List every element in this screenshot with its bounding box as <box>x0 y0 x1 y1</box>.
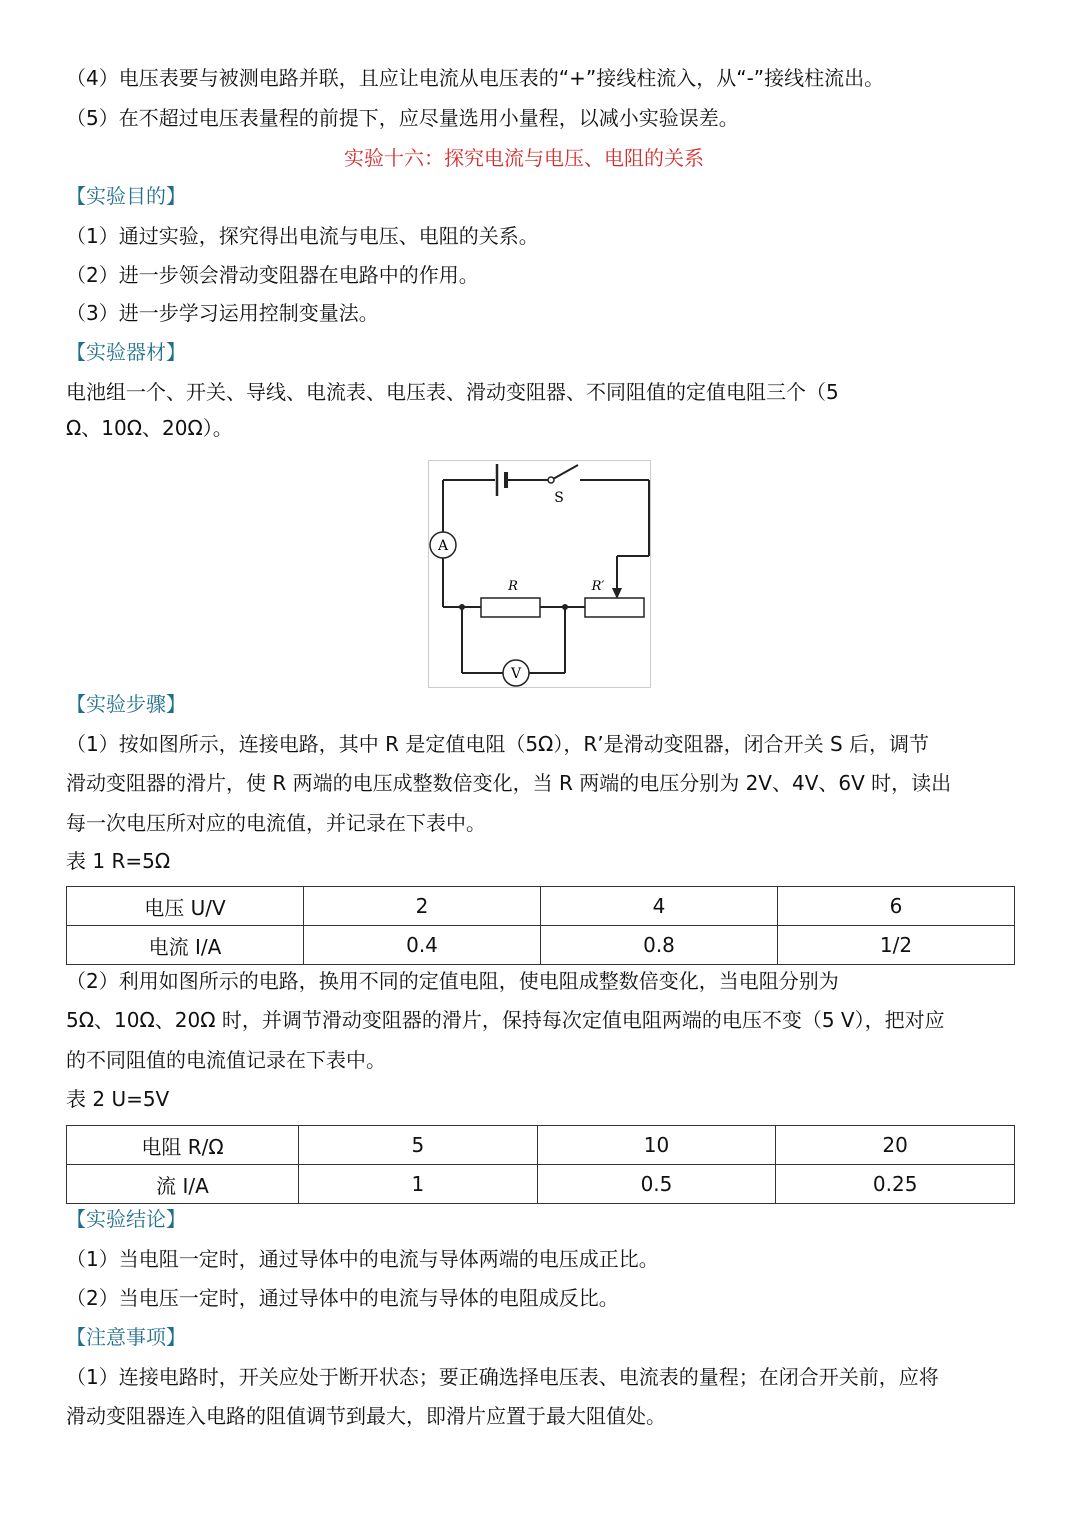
table-row <box>67 887 1015 926</box>
purpose-item-3: （3）进一步学习运用控制变量法。 <box>66 301 379 325</box>
equipment-heading: 【实验器材】 <box>66 340 186 364</box>
table-cell: 20 <box>776 1126 1015 1165</box>
table1-caption: 表 1 R=5Ω <box>66 849 171 873</box>
table-cell: 5 <box>299 1126 538 1165</box>
switch-label: S <box>554 490 564 506</box>
table-cell: 2 <box>304 887 541 926</box>
circuit-diagram <box>428 460 652 690</box>
fixed-resistor <box>481 598 540 617</box>
steps-heading: 【实验步骤】 <box>66 692 186 716</box>
table-cell: 电流 I/A <box>67 926 304 965</box>
resistor-label: R <box>508 579 518 594</box>
step1-line-3: 每一次电压所对应的电流值，并记录在下表中。 <box>66 811 486 835</box>
table1 <box>66 886 1015 965</box>
table-cell: 0.4 <box>304 926 541 965</box>
voltmeter-label: V <box>510 666 522 682</box>
intro-point-4: （4）电压表要与被测电路并联，且应让电流从电压表的“+”接线柱流入，从“-”接线柱流出。 <box>66 66 885 90</box>
table-cell: 0.8 <box>541 926 778 965</box>
purpose-heading: 【实验目的】 <box>66 184 186 208</box>
equipment-line-1: 电池组一个、开关、导线、电流表、电压表、滑动变阻器、不同阻值的定值电阻三个（5 <box>66 380 839 404</box>
step1-line-2: 滑动变阻器的滑片，使 R 两端的电压成整数倍变化，当 R 两端的电压分别为 2V、4V、6V 时，读出 <box>66 771 952 795</box>
table-cell: 1 <box>299 1165 538 1204</box>
purpose-item-2: （2）进一步领会滑动变阻器在电路中的作用。 <box>66 263 479 287</box>
rheostat <box>585 598 644 617</box>
table2 <box>66 1125 1015 1204</box>
experiment-title: 实验十六：探究电流与电压、电阻的关系 <box>344 146 704 170</box>
table-cell: 流 I/A <box>67 1165 299 1204</box>
table2-caption: 表 2 U=5V <box>66 1087 170 1111</box>
table-row <box>67 1126 1015 1165</box>
step2-line-1: （2）利用如图所示的电路，换用不同的定值电阻，使电阻成整数倍变化，当电阻分别为 <box>66 969 839 993</box>
notes-line-2: 滑动变阻器连入电路的阻值调节到最大，即滑片应置于最大阻值处。 <box>66 1404 666 1428</box>
table-cell: 6 <box>778 887 1015 926</box>
conclusion-item-2: （2）当电压一定时，通过导体中的电流与导体的电阻成反比。 <box>66 1286 619 1310</box>
notes-line-1: （1）连接电路时，开关应处于断开状态；要正确选择电压表、电流表的量程；在闭合开关前，应将 <box>66 1365 939 1389</box>
table-cell: 4 <box>541 887 778 926</box>
table-cell: 10 <box>537 1126 776 1165</box>
table-cell: 电压 U/V <box>67 887 304 926</box>
rheostat-label: R′ <box>591 579 605 594</box>
switch-blade <box>553 465 578 479</box>
step2-line-2: 5Ω、10Ω、20Ω 时，并调节滑动变阻器的滑片，保持每次定值电阻两端的电压不变（5 V），把对应 <box>66 1008 945 1032</box>
table-cell: 0.5 <box>537 1165 776 1204</box>
step2-line-3: 的不同阻值的电流值记录在下表中。 <box>66 1048 386 1072</box>
table-row <box>67 926 1015 965</box>
equipment-line-2: Ω、10Ω、20Ω）。 <box>66 416 233 440</box>
table-row <box>67 1165 1015 1204</box>
step1-line-1: （1）按如图所示，连接电路，其中 R 是定值电阻（5Ω），R’是滑动变阻器，闭合开关 S 后，调节 <box>66 732 930 756</box>
table-cell: 电阻 R/Ω <box>67 1126 299 1165</box>
conclusion-heading: 【实验结论】 <box>66 1207 186 1231</box>
purpose-item-1: （1）通过实验，探究得出电流与电压、电阻的关系。 <box>66 224 539 248</box>
ammeter-label: A <box>437 538 449 554</box>
table-cell: 0.25 <box>776 1165 1015 1204</box>
table-cell: 1/2 <box>778 926 1015 965</box>
intro-point-5: （5）在不超过电压表量程的前提下，应尽量选用小量程，以减小实验误差。 <box>66 106 739 130</box>
conclusion-item-1: （1）当电阻一定时，通过导体中的电流与导体两端的电压成正比。 <box>66 1247 659 1271</box>
notes-heading: 【注意事项】 <box>66 1325 186 1349</box>
